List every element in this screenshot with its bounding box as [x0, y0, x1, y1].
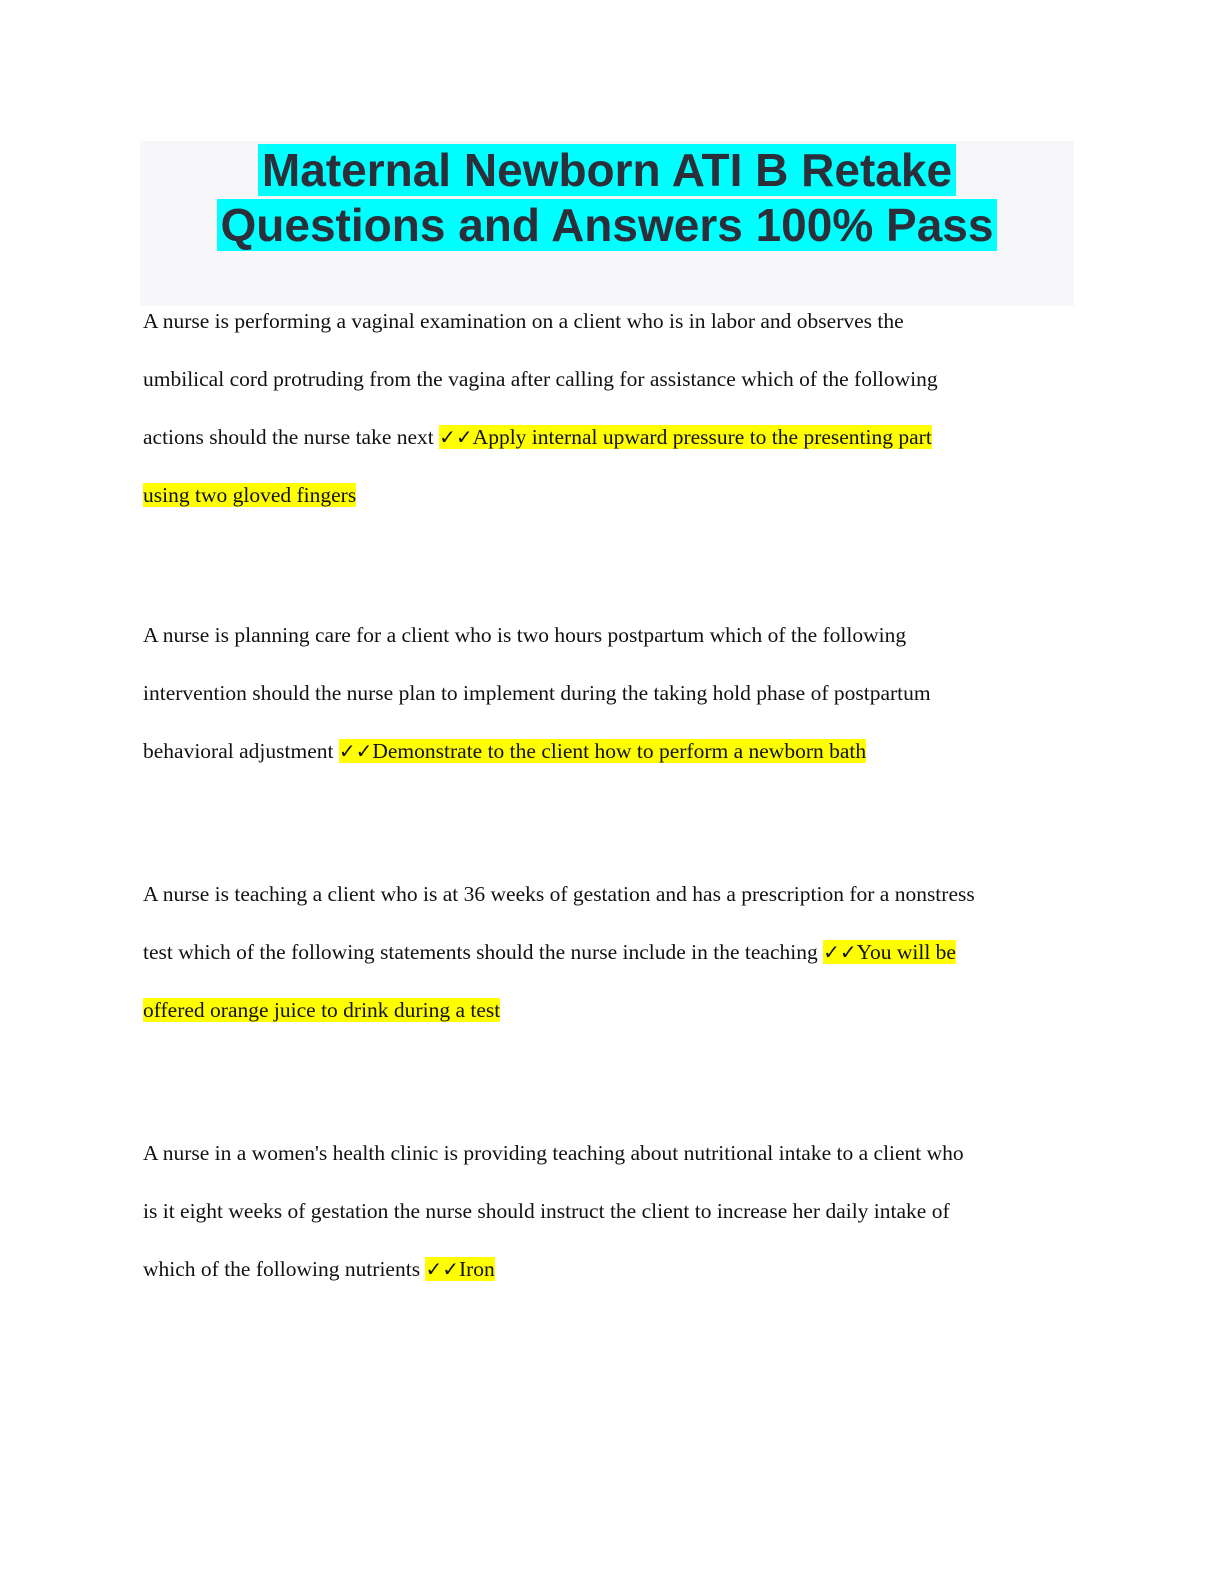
double-check-icon: ✓✓: [338, 739, 373, 763]
double-check-icon: ✓✓: [425, 1257, 459, 1281]
question-line: A nurse is planning care for a client who is two hours postpartum which of the following: [143, 623, 907, 647]
answer-highlight: [425, 1257, 494, 1281]
answer-text: Apply internal upward pressure to the presenting part: [472, 425, 932, 449]
double-check-icon: ✓✓: [439, 425, 473, 449]
question-line: intervention should the nurse plan to implement during the taking hold phase of postpartum: [143, 681, 931, 705]
qa-item-4: [143, 1124, 1078, 1298]
question-line: which of the following nutrients: [143, 1257, 426, 1281]
answer-highlight: [439, 425, 932, 449]
qa-item-3: [143, 865, 1078, 1039]
title-line-1: Maternal Newborn ATI B Retake: [258, 144, 956, 196]
qa-item-1: [143, 292, 1078, 524]
document-title: [217, 143, 998, 253]
answer-highlight: [339, 739, 866, 763]
question-line: actions should the nurse take next: [143, 425, 440, 449]
title-line-2: Questions and Answers 100% Pass: [217, 199, 998, 251]
question-line: behavioral adjustment: [143, 739, 339, 763]
question-line: A nurse is performing a vaginal examination on a client who is in labor and observes the: [143, 309, 904, 333]
answer-text: Iron: [458, 1257, 495, 1281]
answer-text: using two gloved fingers: [143, 483, 357, 507]
question-line: is it eight weeks of gestation the nurse should instruct the client to increase her daily intake of: [143, 1199, 950, 1223]
question-line: A nurse is teaching a client who is at 36 weeks of gestation and has a prescription for a nonstress: [143, 882, 975, 906]
question-line: test which of the following statements should the nurse include in the teaching: [143, 940, 824, 964]
question-line: umbilical cord protruding from the vagina after calling for assistance which of the following: [143, 367, 938, 391]
answer-text: Demonstrate to the client how to perform a newborn bath: [372, 739, 867, 763]
question-line: A nurse in a women's health clinic is providing teaching about nutritional intake to a client who: [143, 1141, 964, 1165]
answer-text: offered orange juice to drink during a test: [143, 998, 501, 1022]
title-banner: [140, 141, 1074, 306]
answer-text: You will be: [856, 940, 956, 964]
qa-item-2: [143, 606, 1078, 780]
answer-highlight: [823, 940, 956, 964]
double-check-icon: ✓✓: [823, 940, 857, 964]
